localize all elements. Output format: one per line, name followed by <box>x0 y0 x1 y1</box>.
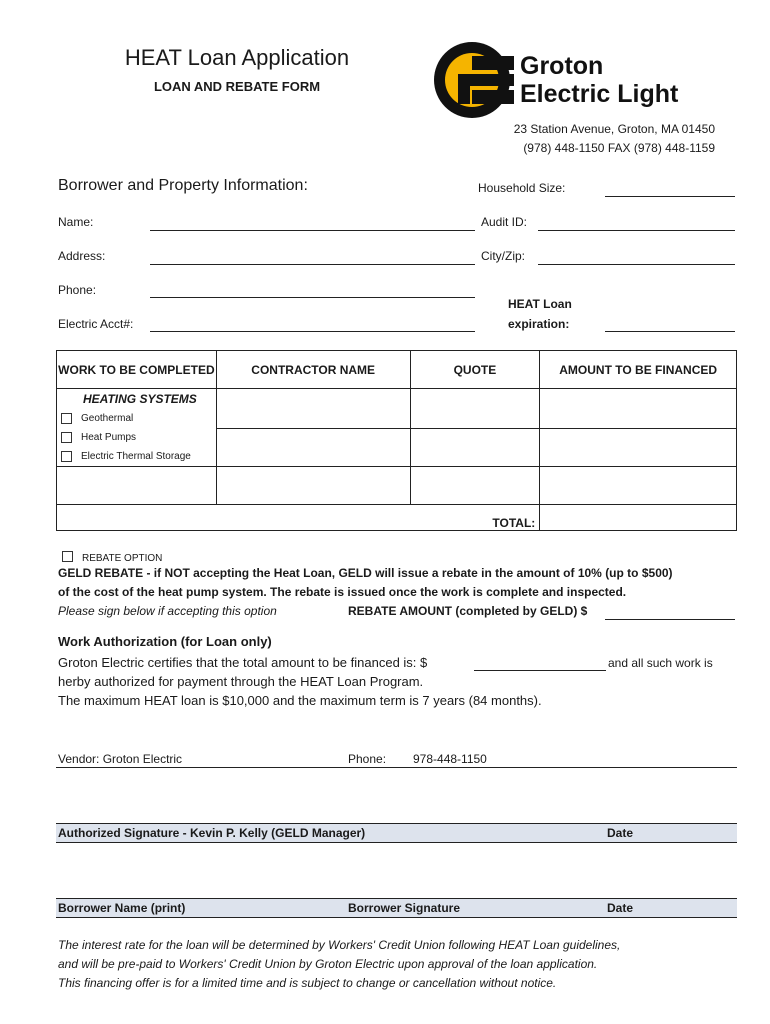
contractor-cell-2[interactable] <box>216 428 410 466</box>
rebate-text-line-1: GELD REBATE - if NOT accepting the Heat Loan, GELD will issue a rebate in the amount of 10% (up to $500) <box>58 566 673 580</box>
rebate-option[interactable] <box>62 548 162 566</box>
borrower-signature-bar[interactable] <box>56 898 737 918</box>
phone-label: Phone: <box>58 283 97 297</box>
table-row <box>57 467 737 505</box>
form-title: HEAT Loan Application <box>124 45 350 70</box>
heating-systems-cell <box>57 389 217 467</box>
brand-line-1: Groton <box>520 52 604 80</box>
name-field[interactable] <box>150 230 475 231</box>
audit-id-label: Audit ID: <box>481 215 528 229</box>
heating-systems-title: HEATING SYSTEMS <box>83 392 197 406</box>
work-table <box>56 350 737 531</box>
work-table-header <box>57 351 737 389</box>
vendor-label: Vendor: Groton Electric <box>58 752 183 766</box>
address-field[interactable] <box>150 264 475 265</box>
vendor-phone-label: Phone: <box>348 752 387 766</box>
quote-cell-1[interactable] <box>410 389 540 429</box>
header-contractor: CONTRACTOR NAME <box>216 351 410 389</box>
address-label: Address: <box>58 249 106 263</box>
authorized-signature-bar[interactable] <box>56 823 737 843</box>
option-electric-thermal-storage[interactable] <box>57 447 216 466</box>
groton-logo <box>432 40 722 120</box>
header-quote: QUOTE <box>410 351 540 389</box>
form-subtitle: LOAN AND REBATE FORM <box>153 79 321 94</box>
heat-pumps-label: Heat Pumps <box>81 432 137 443</box>
electric-acct-field[interactable] <box>150 331 475 332</box>
rebate-amount-label: REBATE AMOUNT (completed by GELD) $ <box>348 604 588 618</box>
household-size-label: Household Size: <box>478 181 566 195</box>
header-amount: AMOUNT TO BE FINANCED <box>540 351 737 389</box>
section-title-borrower: Borrower and Property Information: <box>58 177 308 194</box>
contractor-cell-1[interactable] <box>216 389 410 429</box>
contractor-cell-3[interactable] <box>216 467 410 505</box>
header-work: WORK TO BE COMPLETED <box>57 351 217 389</box>
heat-pumps-checkbox[interactable] <box>61 432 72 443</box>
city-zip-label: City/Zip: <box>481 249 526 263</box>
quote-cell-3[interactable] <box>410 467 540 505</box>
phone-fax-line: (978) 448-1150 FAX (978) 448-1159 <box>523 141 715 155</box>
rebate-option-checkbox[interactable] <box>62 551 73 562</box>
total-amount-cell[interactable] <box>540 505 737 531</box>
amount-cell-1[interactable] <box>540 389 737 429</box>
authorization-line-2: herby authorized for payment through the HEAT Loan Program. <box>58 674 424 689</box>
amount-cell-2[interactable] <box>540 428 737 466</box>
authorization-line-3: The maximum HEAT loan is $10,000 and the maximum term is 7 years (84 months). <box>58 693 542 708</box>
footer-line-2: and will be pre-paid to Workers' Credit Union by Groton Electric upon approval of the loan application. <box>58 957 598 971</box>
audit-id-field[interactable] <box>538 230 735 231</box>
authorized-date-label: Date <box>607 826 634 840</box>
footer-line-1: The interest rate for the loan will be determined by Workers' Credit Union following HEAT Loan guidelines, <box>58 938 621 952</box>
rebate-amount-field[interactable] <box>605 619 735 620</box>
rebate-sign-note: Please sign below if accepting this option <box>58 604 277 618</box>
quote-cell-2[interactable] <box>410 428 540 466</box>
total-row <box>57 505 737 531</box>
brand-line-2: Electric Light <box>520 80 679 108</box>
option-geothermal[interactable] <box>57 409 216 428</box>
phone-field[interactable] <box>150 297 475 298</box>
rebate-text-line-2: of the cost of the heat pump system. The rebate is issued once the work is complete and inspected. <box>58 585 627 599</box>
electric-thermal-storage-checkbox[interactable] <box>61 451 72 462</box>
name-label: Name: <box>58 215 94 229</box>
option-heat-pumps[interactable] <box>57 428 216 447</box>
borrower-name-label: Borrower Name (print) <box>58 901 186 915</box>
expiration-label: expiration: <box>508 317 570 331</box>
heat-loan-label: HEAT Loan <box>508 297 572 311</box>
address-line: 23 Station Avenue, Groton, MA 01450 <box>513 122 715 136</box>
amount-cell-3[interactable] <box>540 467 737 505</box>
city-zip-field[interactable] <box>538 264 735 265</box>
footer-line-3: This financing offer is for a limited time and is subject to change or cancellation without notice. <box>58 976 557 990</box>
authorized-signature-label: Authorized Signature - Kevin P. Kelly (GELD Manager) <box>58 826 366 840</box>
groton-logo-icon <box>432 40 514 120</box>
brand-name <box>520 52 678 108</box>
financed-amount-field[interactable] <box>474 670 606 671</box>
footer-note <box>58 936 718 993</box>
household-size-field[interactable] <box>605 196 735 197</box>
electric-thermal-storage-label: Electric Thermal Storage <box>81 451 191 462</box>
work-cell-3[interactable] <box>57 467 217 505</box>
vendor-divider <box>56 767 737 768</box>
rebate-option-label: REBATE OPTION <box>82 553 163 564</box>
company-address <box>460 120 715 158</box>
authorization-line-1-tail: and all such work is <box>608 656 713 670</box>
geothermal-label: Geothermal <box>81 413 134 424</box>
expiration-field[interactable] <box>605 331 735 332</box>
work-authorization-title: Work Authorization (for Loan only) <box>58 634 272 649</box>
geothermal-checkbox[interactable] <box>61 413 72 424</box>
borrower-signature-label: Borrower Signature <box>348 901 461 915</box>
electric-acct-label: Electric Acct#: <box>58 317 134 331</box>
vendor-phone-value: 978-448-1150 <box>413 752 487 766</box>
borrower-date-label: Date <box>607 901 634 915</box>
total-label: TOTAL: <box>57 505 540 531</box>
authorization-line-1: Groton Electric certifies that the total amount to be financed is: $ <box>58 655 428 670</box>
table-row <box>57 389 737 429</box>
